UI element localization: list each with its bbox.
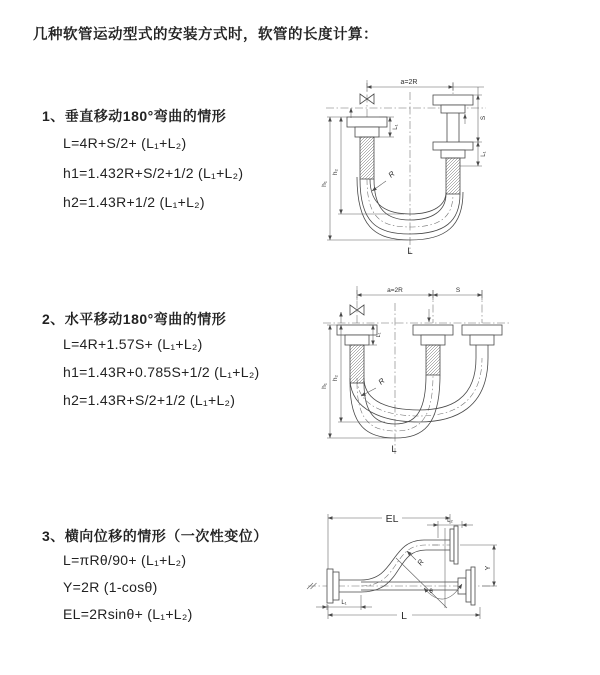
dim-label-s: S xyxy=(455,287,461,294)
dimension-top-a2r xyxy=(357,287,482,300)
dim-label-l: L xyxy=(391,444,397,455)
dimension-l1 xyxy=(316,595,372,610)
left-flange-fitting xyxy=(347,117,387,179)
dim-label-l1: L₁ xyxy=(481,151,487,157)
dimension-top-s xyxy=(433,287,482,295)
radius-callout xyxy=(372,169,397,191)
section3-heading: 3、横向位移的情形（一次性变位） xyxy=(42,528,268,544)
dimension-s xyxy=(473,95,487,142)
dim-label-h2: h₂ xyxy=(332,168,339,176)
diagram-vertical-180-bend xyxy=(308,74,598,262)
dim-label-l1: L₁ xyxy=(341,600,347,606)
section2-formula-h2: h2=1.43R+S/2+1/2 (L₁+L₂) xyxy=(63,392,236,408)
section3-formula-L: L=πRθ/90+ (L₁+L₂) xyxy=(63,552,187,568)
braided-hose-section xyxy=(426,345,440,375)
section1-formula-h1: h1=1.432R+S/2+1/2 (L₁+L₂) xyxy=(63,165,244,181)
dim-label-r: R xyxy=(376,376,387,387)
dim-label-r: R xyxy=(386,169,397,180)
dim-label-l: L xyxy=(407,246,413,257)
dim-label-theta: θ xyxy=(429,588,433,595)
braided-hose-section xyxy=(446,158,460,194)
dimension-l xyxy=(328,605,480,622)
section2-formula-L: L=4R+1.57S+ (L₁+L₂) xyxy=(63,336,203,352)
dim-label-r: R xyxy=(415,557,426,568)
middle-flange-fitting xyxy=(413,325,453,375)
dim-label-y: Y xyxy=(485,565,492,571)
dim-label-l1: L₁ xyxy=(393,124,399,130)
braided-hose-section xyxy=(360,137,374,179)
page-title: 几种软管运动型式的安装方式时，软管的长度计算： xyxy=(33,27,378,43)
right-flange-fittings xyxy=(433,95,473,194)
diagram-lateral-displacement xyxy=(298,498,600,663)
section3-formula-EL: EL=2Rsinθ+ (L₁+L₂) xyxy=(63,606,193,622)
dim-label-h1: h₁ xyxy=(321,383,328,389)
braided-hose-section xyxy=(350,345,364,383)
dim-label-h1: h₁ xyxy=(321,181,328,187)
dim-label-l2: L₂ xyxy=(447,518,453,524)
section2-formula-h1: h1=1.43R+0.785S+1/2 (L₁+L₂) xyxy=(63,364,260,380)
dim-label-l1: L₁ xyxy=(376,332,382,338)
dimension-top-a2r xyxy=(367,79,484,95)
section1-heading: 1、垂直移动180°弯曲的情形 xyxy=(42,108,227,124)
section2-heading: 2、水平移动180°弯曲的情形 xyxy=(42,311,227,327)
dim-label-a2r: a=2R xyxy=(400,79,418,86)
dim-label-l: L xyxy=(401,610,407,622)
dimension-el xyxy=(328,513,450,569)
section1-formula-L: L=4R+S/2+ (L₁+L₂) xyxy=(63,135,187,151)
dim-label-a2r: a=2R xyxy=(387,287,403,294)
dim-label-h2: h₂ xyxy=(332,374,339,382)
section3-formula-Y: Y=2R (1-cosθ) xyxy=(63,579,158,595)
hose-s-curve xyxy=(361,540,438,592)
radius-callout xyxy=(407,551,426,567)
right-flange-fitting xyxy=(462,325,502,358)
diagram-horizontal-180-bend xyxy=(305,278,600,468)
movement-arrows xyxy=(341,309,429,323)
dim-label-s: S xyxy=(480,115,487,121)
dim-label-el: EL xyxy=(385,513,399,525)
section1-formula-h2: h2=1.43R+1/2 (L₁+L₂) xyxy=(63,194,205,210)
left-flange-fitting xyxy=(337,325,377,383)
